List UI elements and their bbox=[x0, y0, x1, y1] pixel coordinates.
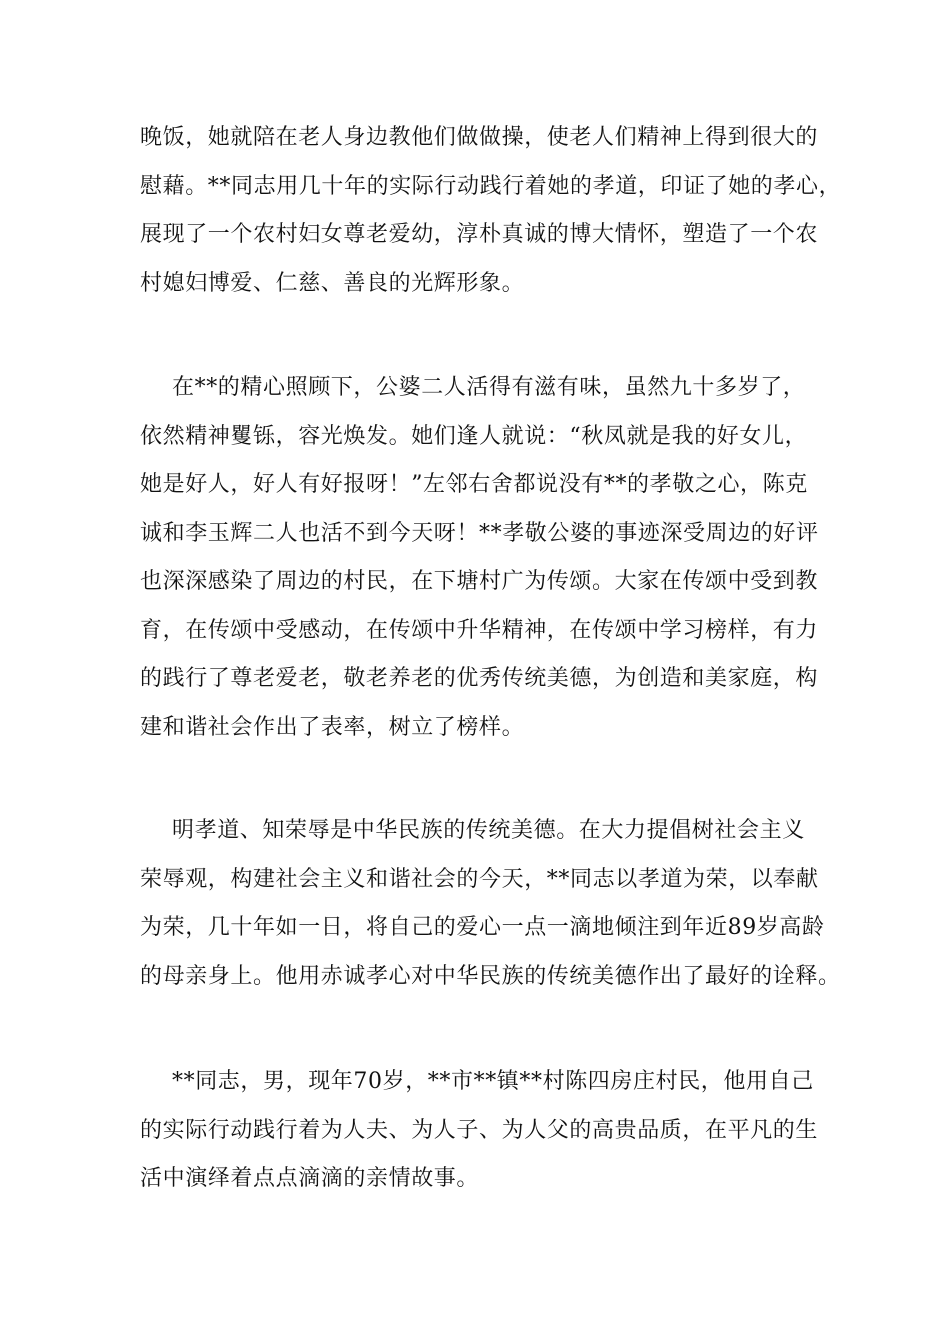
text-line: 她是好人，好人有好报呀！”左邻右舍都说没有**的孝敬之心，陈克 bbox=[140, 472, 808, 497]
text-line: 荣辱观，构建社会主义和谐社会的今天，**同志以孝道为荣，以奉献 bbox=[140, 866, 819, 892]
text-line: 明孝道、知荣辱是中华民族的传统美德。在大力提倡树社会主义 bbox=[172, 818, 805, 843]
text-line: 诚和李玉辉二人也活不到今天呀！**孝敬公婆的事迹深受周边的好评 bbox=[140, 520, 819, 546]
paragraph-3 bbox=[140, 807, 841, 1001]
text-line: 展现了一个农村妇女尊老爱幼，淳朴真诚的博大情怀，塑造了一个农 bbox=[140, 222, 819, 247]
text-line: 为荣，几十年如一日，将自己的爱心一点一滴地倾注到年近89岁高龄 bbox=[140, 915, 825, 940]
paragraph-4 bbox=[140, 1058, 830, 1204]
text-line: 慰藉。**同志用几十年的实际行动践行着她的孝道，印证了她的孝心， bbox=[140, 173, 842, 199]
text-line: 的母亲身上。他用赤诚孝心对中华民族的传统美德作出了最好的诠释。 bbox=[140, 963, 841, 989]
text-line: 依然精神矍铄，容光焕发。她们逢人就说：“秋凤就是我的好女儿， bbox=[140, 423, 808, 449]
text-line: 在**的精心照顾下，公婆二人活得有滋有味，虽然九十多岁了， bbox=[172, 375, 806, 400]
text-line: **同志，男，现年70岁，**市**镇**村陈四房庄村民，他用自己 bbox=[172, 1069, 814, 1094]
text-line: 的践行了尊老爱老，敬老养老的优秀传统美德，为创造和美家庭，构 bbox=[140, 666, 819, 691]
text-line: 晚饭，她就陪在老人身边教他们做做操，使老人们精神上得到很大的 bbox=[140, 125, 819, 150]
text-line: 也深深感染了周边的村民，在下塘村广为传颂。大家在传颂中受到教 bbox=[140, 569, 819, 594]
text-line: 活中演绎着点点滴滴的亲情故事。 bbox=[140, 1166, 480, 1191]
paragraph-1 bbox=[140, 114, 842, 308]
text-line: 的实际行动践行着为人夫、为人子、为人父的高贵品质，在平凡的生 bbox=[140, 1117, 819, 1143]
paragraph-2 bbox=[140, 364, 830, 752]
text-line: 育，在传颂中受感动，在传颂中升华精神，在传颂中学习榜样，有力 bbox=[140, 617, 819, 643]
text-line: 建和谐社会作出了表率，树立了榜样。 bbox=[140, 714, 525, 740]
text-line: 村媳妇博爱、仁慈、善良的光辉形象。 bbox=[140, 270, 525, 296]
